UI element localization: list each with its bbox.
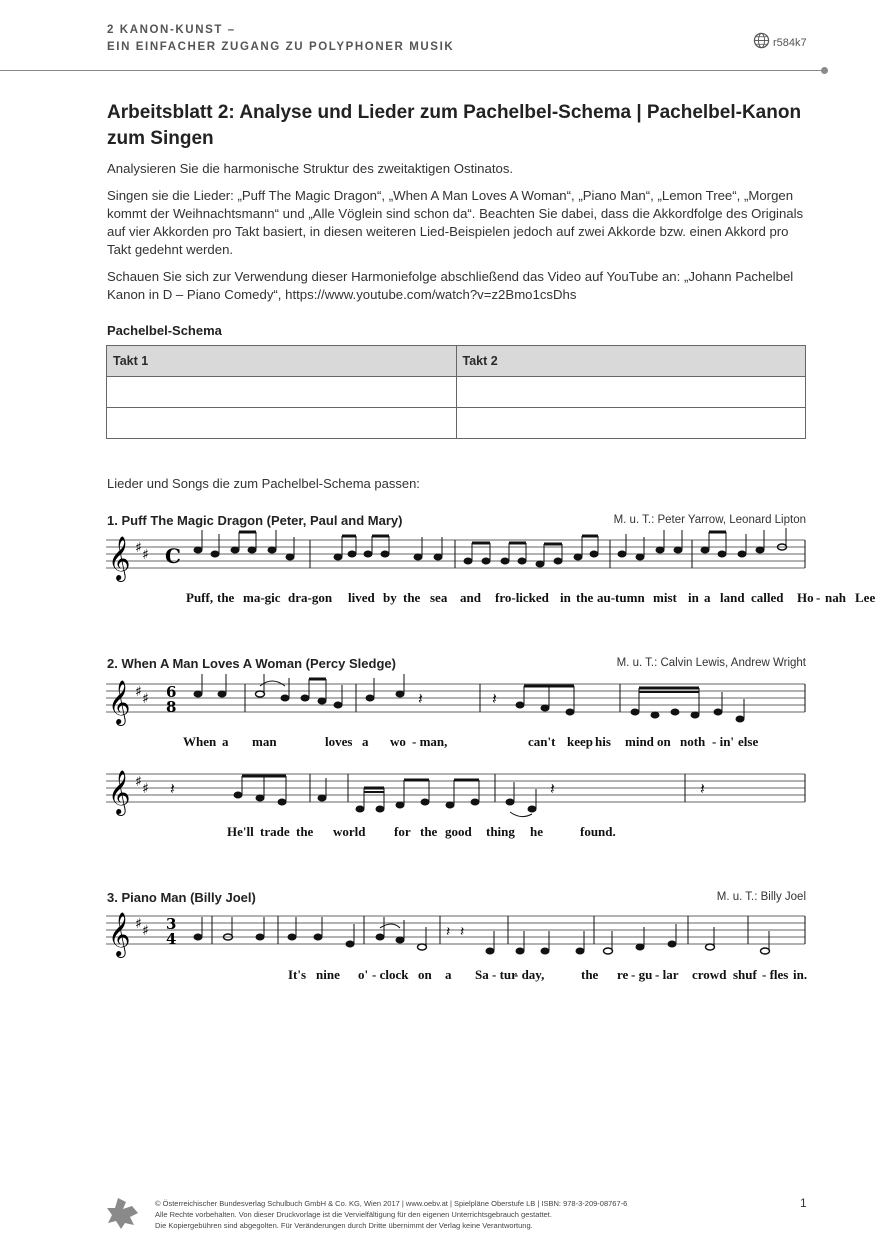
schema-col-takt-2: Takt 2: [456, 346, 806, 377]
publisher-logo-icon: [106, 1196, 140, 1230]
lyric-syllable: crowd: [692, 967, 727, 982]
lyric-syllable: fro-licked: [495, 590, 549, 605]
lyric-syllable: for: [394, 824, 411, 839]
rest-icon: 𝄽: [550, 779, 555, 798]
header-divider-dot: [821, 67, 828, 74]
schema-header-row: [107, 346, 806, 377]
lyric-syllable: shuf: [733, 967, 757, 982]
globe-icon[interactable]: [753, 32, 770, 49]
lyric-syllable: land: [720, 590, 745, 605]
time-signature-top: 3: [166, 915, 177, 933]
song-1-title: 1. Puff The Magic Dragon (Peter, Paul and Mary): [107, 513, 403, 528]
treble-clef-icon: 𝄞: [108, 912, 131, 956]
running-head-line-2: EIN EINFACHER ZUGANG ZU POLYPHONER MUSIK: [107, 41, 455, 53]
footer-line: © Österreichischer Bundesverlag Schulbuch GmbH & Co. KG, Wien 2017 | www.oebv.at | Spielpläne Oberstufe LB | ISBN: 978-3-209-08767-6: [155, 1199, 628, 1208]
lyric-syllable: the: [296, 824, 314, 839]
schema-cell-empty[interactable]: [456, 408, 806, 439]
lyric-syllable: a: [704, 590, 711, 605]
page-number: 1: [800, 1196, 807, 1210]
lyric-syllable: - lar: [655, 967, 679, 982]
lyric-syllable: o': [358, 967, 369, 982]
footer-line: Alle Rechte vorbehalten. Von dieser Druckvorlage ist die Vervielfältigung für den eigenen Unterrichtsgebrauch gestattet.: [155, 1210, 552, 1219]
song-1-credit: M. u. T.: Peter Yarrow, Leonard Lipton: [613, 514, 806, 526]
lyric-syllable: ma-gic: [243, 590, 281, 605]
rest-icon: 𝄽: [700, 779, 705, 798]
lyric-syllable: his: [595, 734, 611, 749]
key-signature-sharp-icon: ♯: [142, 781, 149, 797]
key-signature-sharp-icon: ♯: [142, 547, 149, 563]
lyric-syllable: can't: [528, 734, 556, 749]
lyric-syllable: - tur: [492, 967, 517, 982]
lyric-syllable: - gu: [631, 967, 653, 982]
lyric-syllable: a: [445, 967, 452, 982]
song-1-lyrics: [186, 590, 875, 605]
lyric-syllable: sea: [430, 590, 448, 605]
song-2-lyrics-line-2: [227, 824, 616, 839]
time-signature: C: [165, 544, 181, 568]
treble-clef-icon: 𝄞: [108, 680, 131, 724]
lyric-syllable: found.: [580, 824, 616, 839]
lyric-syllable: on: [418, 967, 432, 982]
task-paragraph-3: Schauen Sie sich zur Verwendung dieser Harmoniefolge abschließend das Video auf YouTube an: „Johann Pachelbel Kanon in D – Piano Comedy“, https://www.youtube.com/watch?v=z2Bmo1csDhs: [107, 269, 794, 302]
schema-row: [107, 408, 806, 439]
song-3-lyrics: [288, 967, 807, 982]
lyric-syllable: When: [183, 734, 217, 749]
lyric-syllable: dra-gon: [288, 590, 333, 605]
lyric-syllable: It's: [288, 967, 307, 982]
key-signature-sharp-icon: ♯: [135, 540, 142, 556]
lyric-syllable: thing: [486, 824, 515, 839]
key-signature-sharp-icon: ♯: [135, 916, 142, 932]
lyric-syllable: the: [403, 590, 421, 605]
treble-clef-icon: 𝄞: [108, 770, 131, 814]
lyric-syllable: loves: [325, 734, 353, 749]
running-head-line-1: 2 KANON-KUNST –: [107, 24, 236, 36]
lyric-syllable: the: [581, 967, 599, 982]
key-signature-sharp-icon: ♯: [142, 691, 149, 707]
time-signature-bottom: 8: [166, 698, 177, 716]
lyric-syllable: Sa: [475, 967, 489, 982]
lyric-syllable: mist: [653, 590, 677, 605]
lyric-syllable: in: [560, 590, 571, 605]
key-signature-sharp-icon: ♯: [142, 923, 149, 939]
time-signature-top: 6: [166, 683, 177, 701]
lyric-syllable: and: [460, 590, 481, 605]
lyric-syllable: re: [617, 967, 629, 982]
schema-cell-empty[interactable]: [107, 377, 457, 408]
lyric-syllable: a: [362, 734, 369, 749]
song-1-notation: [100, 530, 876, 610]
lyric-syllable: else: [738, 734, 759, 749]
lyric-syllable: in.: [793, 967, 808, 982]
lyric-syllable: good: [445, 824, 472, 839]
time-signature-bottom: 4: [166, 930, 177, 948]
lyric-syllable: world: [333, 824, 366, 839]
rest-icon: 𝄽: [170, 779, 175, 798]
rest-icon: 𝄽: [446, 924, 451, 940]
lyric-syllable: - day,: [514, 967, 545, 982]
task-paragraph-1: Analysieren Sie die harmonische Struktur des zweitaktigen Ostinatos.: [107, 161, 514, 176]
page-title: Arbeitsblatt 2: Analyse und Lieder zum Pachelbel-Schema | Pachelbel-Kanon zum Singen: [107, 102, 802, 149]
songs-intro: Lieder und Songs die zum Pachelbel-Schema passen:: [107, 476, 420, 491]
song-2-title: 2. When A Man Loves A Woman (Percy Sledge): [107, 656, 396, 671]
schema-col-takt-1: Takt 1: [107, 346, 457, 377]
lyric-syllable: a: [222, 734, 229, 749]
lyric-syllable: nah: [825, 590, 846, 605]
rest-icon: 𝄽: [492, 689, 497, 708]
song-3-notation: [100, 906, 810, 986]
lyric-syllable: the: [217, 590, 235, 605]
lyric-syllable: called: [751, 590, 784, 605]
rest-icon: 𝄽: [460, 924, 465, 940]
song-2-notation-line-2: [100, 764, 810, 844]
lyric-syllable: wo: [390, 734, 406, 749]
lyric-syllable: the: [576, 590, 594, 605]
lyric-syllable: the: [420, 824, 438, 839]
lyric-syllable: nine: [316, 967, 340, 982]
lyric-syllable: he: [530, 824, 543, 839]
staff-lines: [106, 684, 805, 712]
schema-label: Pachelbel-Schema: [107, 323, 222, 338]
lyric-syllable: noth: [680, 734, 706, 749]
notes: [194, 528, 805, 568]
lyric-syllable: Lee: [855, 590, 876, 605]
lyric-syllable: in: [688, 590, 699, 605]
footer-line: Die Kopiergebühren sind abgegolten. Für Veränderungen durch Dritte übernimmt der Verlag keine Verantwortung.: [155, 1221, 533, 1230]
lyric-syllable: - clock: [372, 967, 409, 982]
key-signature-sharp-icon: ♯: [135, 774, 142, 790]
treble-clef-icon: 𝄞: [108, 536, 131, 580]
lyric-syllable: man: [252, 734, 277, 749]
task-paragraph-2: Singen sie die Lieder: „Puff The Magic Dragon“, „When A Man Loves A Woman“, „Piano Man“, „Lemon Tree“, „Morgen kommt der Weihnachtsmann“ und „Alle Vöglein sind schon da“. Beachten Sie dabei, dass die Akkordfolge des Originals auf vier Akkorden pro Takt basiert, in diesen weiteren Lied-Beispielen jedoch auf zwei Akkorde bzw. einen Akkord pro Takt gedehnt werden.: [107, 188, 804, 257]
lyric-syllable: Ho: [797, 590, 814, 605]
lyric-syllable: au-tumn: [597, 590, 645, 605]
schema-cell-empty[interactable]: [107, 408, 457, 439]
schema-cell-empty[interactable]: [456, 377, 806, 408]
schema-row: [107, 377, 806, 408]
lyric-syllable: - fles: [762, 967, 789, 982]
header-divider: [0, 70, 825, 71]
lyric-syllable: - man,: [412, 734, 448, 749]
key-signature-sharp-icon: ♯: [135, 684, 142, 700]
lyric-syllable: keep: [567, 734, 593, 749]
song-3-credit: M. u. T.: Billy Joel: [716, 891, 806, 903]
lyric-syllable: Puff,: [186, 590, 214, 605]
lyric-syllable: trade: [260, 824, 290, 839]
lyric-syllable: He'll: [227, 824, 254, 839]
footer-copyright: [155, 1198, 627, 1231]
song-2-notation-line-1: [100, 674, 810, 754]
lyric-syllable: -: [816, 590, 821, 605]
lyric-syllable: on: [657, 734, 671, 749]
lyric-syllable: mind: [625, 734, 654, 749]
lyric-syllable: lived: [348, 590, 375, 605]
running-head: [107, 22, 454, 56]
schema-table: [106, 345, 806, 439]
web-code[interactable]: r584k7: [773, 37, 807, 49]
lyric-syllable: - in': [712, 734, 735, 749]
notes: [194, 916, 805, 954]
song-2-lyrics-line-1: [183, 734, 758, 749]
song-3-title: 3. Piano Man (Billy Joel): [107, 890, 256, 905]
rest-icon: 𝄽: [418, 689, 423, 708]
lyric-syllable: by: [383, 590, 397, 605]
song-2-credit: M. u. T.: Calvin Lewis, Andrew Wright: [616, 657, 806, 669]
staff-lines: [106, 916, 805, 944]
